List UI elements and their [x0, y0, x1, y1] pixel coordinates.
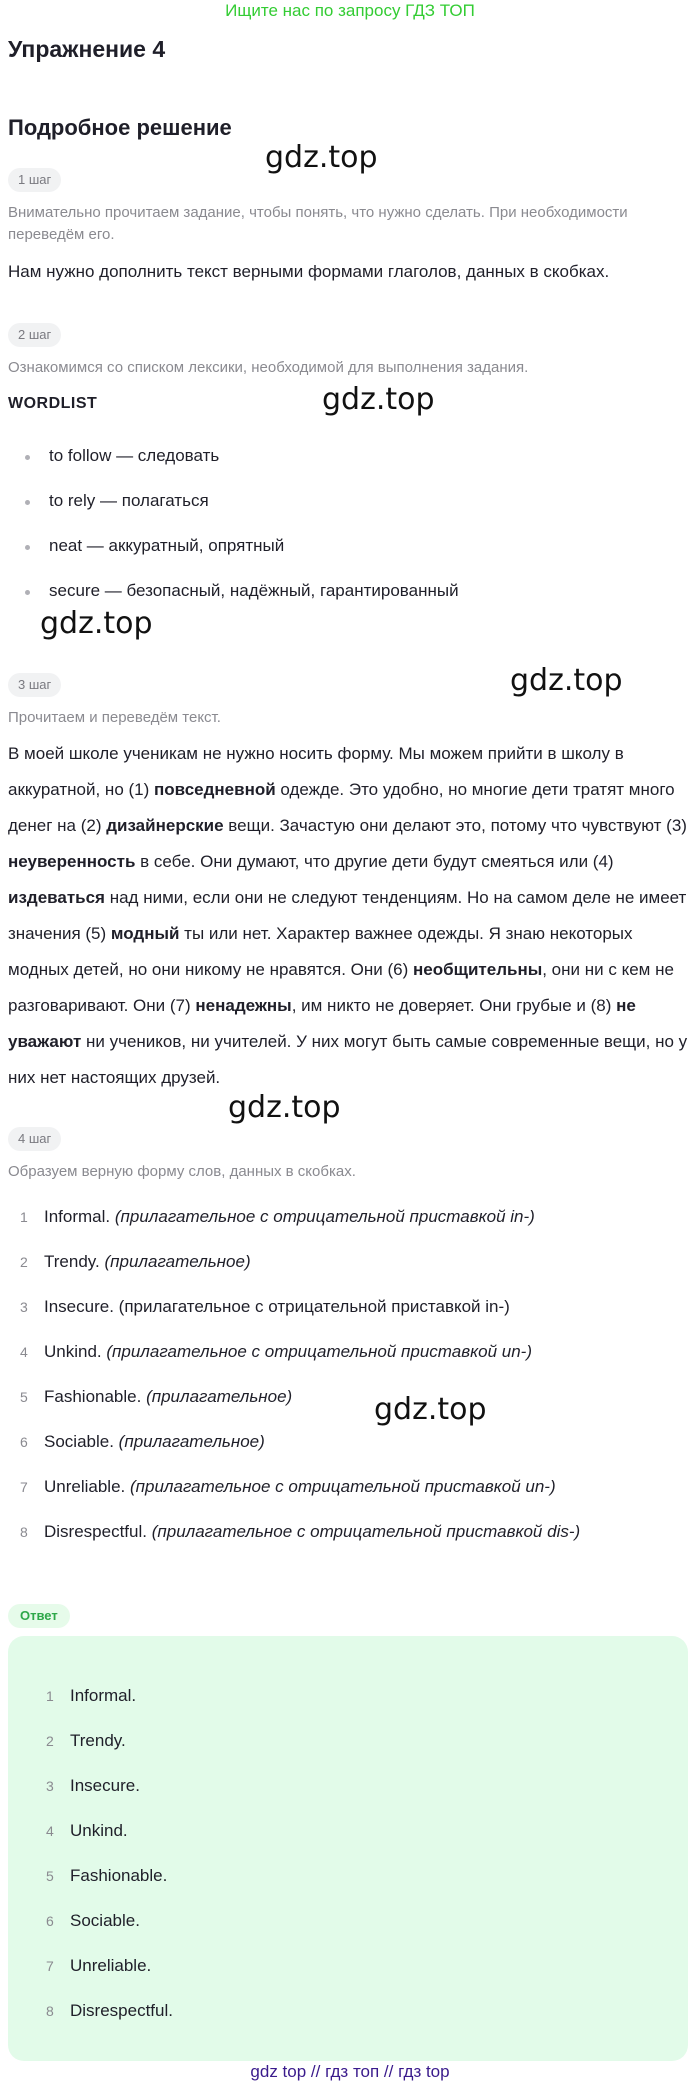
list-item: 6 Sociable. — [46, 1911, 140, 1930]
list-item: 2 Trendy. — [46, 1731, 126, 1750]
translation-paragraph: В моей школе ученикам не нужно носить форму. Мы можем прийти в школу в аккуратной, но (1) повседневной одежде. Это удобно, но многие дети тратят много денег на (2) дизайнерские вещи. Зачастую они делают это, потому что чувствуют (3) неуверенность в себе. Они думают, что другие дети будут смеяться или (4) издеваться над ними, если они не следуют тенденциям. Но на самом деле не имеет значения (5) модный ты или нет. Характер важнее одежды. Я знаю некоторых модных детей, но они никому не нравятся. Они (6) необщительны, они ни с кем не разговаривают. Они (7) ненадежны, им никто не доверяет. Они грубые и (8) не уважают ни учеников, ни учителей. У них могут быть самые современные вещи, но у них нет настоящих друзей. — [8, 744, 688, 1087]
top-banner[interactable]: Ищите нас по запросу ГДЗ ТОП — [225, 1, 475, 20]
list-item-text: to follow — следовать — [49, 446, 220, 465]
section-title: Подробное решение — [8, 115, 232, 140]
bullet-icon — [25, 500, 30, 505]
watermark: gdz.top — [322, 382, 435, 417]
watermark: gdz.top — [265, 140, 378, 175]
step-badge: 1 шаг — [8, 168, 61, 192]
list-item-text: neat — аккуратный, опрятный — [49, 536, 285, 555]
step-hint: Ознакомимся со списком лексики, необходимой для выполнения задания. — [8, 359, 529, 376]
list-item: 4 Unkind. — [46, 1821, 128, 1840]
list-item: 5 Fashionable. (прилагательное) — [20, 1387, 293, 1406]
watermark: gdz.top — [40, 606, 153, 641]
list-item: 8 Disrespectful. — [46, 2001, 173, 2020]
answer-box — [8, 1636, 688, 2061]
bullet-icon — [25, 545, 30, 550]
step-hint: Внимательно прочитаем задание, чтобы понять, что нужно сделать. При необходимости переведём его. — [8, 204, 628, 243]
list-item: 7 Unreliable. (прилагательное с отрицательной приставкой un-) — [20, 1477, 556, 1496]
step-hint: Образуем верную форму слов, данных в скобках. — [8, 1163, 356, 1180]
watermark: gdz.top — [228, 1090, 341, 1125]
answer-badge: Ответ — [8, 1604, 70, 1628]
step-hint: Прочитаем и переведём текст. — [8, 709, 221, 726]
watermark: gdz.top — [510, 663, 623, 698]
list-item: 3 Insecure. — [46, 1776, 140, 1795]
footer-links[interactable]: gdz top // гдз топ // гдз top — [250, 2062, 450, 2081]
list-item: 1 Informal. (прилагательное с отрицательной приставкой in-) — [20, 1207, 535, 1226]
wordlist-title: WORDLIST — [8, 395, 98, 412]
watermark: gdz.top — [374, 1392, 487, 1427]
list-item: 7 Unreliable. — [46, 1956, 152, 1975]
step-text: Нам нужно дополнить текст верными формами глаголов, данных в скобках. — [8, 262, 610, 281]
list-item-text: secure — безопасный, надёжный, гарантированный — [49, 581, 459, 600]
step-badge: 4 шаг — [8, 1127, 61, 1151]
list-item: 3 Insecure. (прилагательное с отрицательной приставкой in-) — [20, 1297, 510, 1316]
list-item: 1 Informal. — [46, 1686, 137, 1705]
list-item: 8 Disrespectful. (прилагательное с отрицательной приставкой dis-) — [20, 1522, 581, 1541]
list-item-text: to rely — полагаться — [49, 491, 209, 510]
list-item: 6 Sociable. (прилагательное) — [20, 1432, 265, 1451]
page-title: Упражнение 4 — [8, 36, 166, 62]
step-badge: 3 шаг — [8, 673, 61, 697]
list-item: 2 Trendy. (прилагательное) — [20, 1252, 251, 1271]
list-item: 4 Unkind. (прилагательное с отрицательной приставкой un-) — [20, 1342, 532, 1361]
list-item: 5 Fashionable. — [46, 1866, 168, 1885]
step-badge: 2 шаг — [8, 323, 61, 347]
bullet-icon — [25, 455, 30, 460]
bullet-icon — [25, 590, 30, 595]
